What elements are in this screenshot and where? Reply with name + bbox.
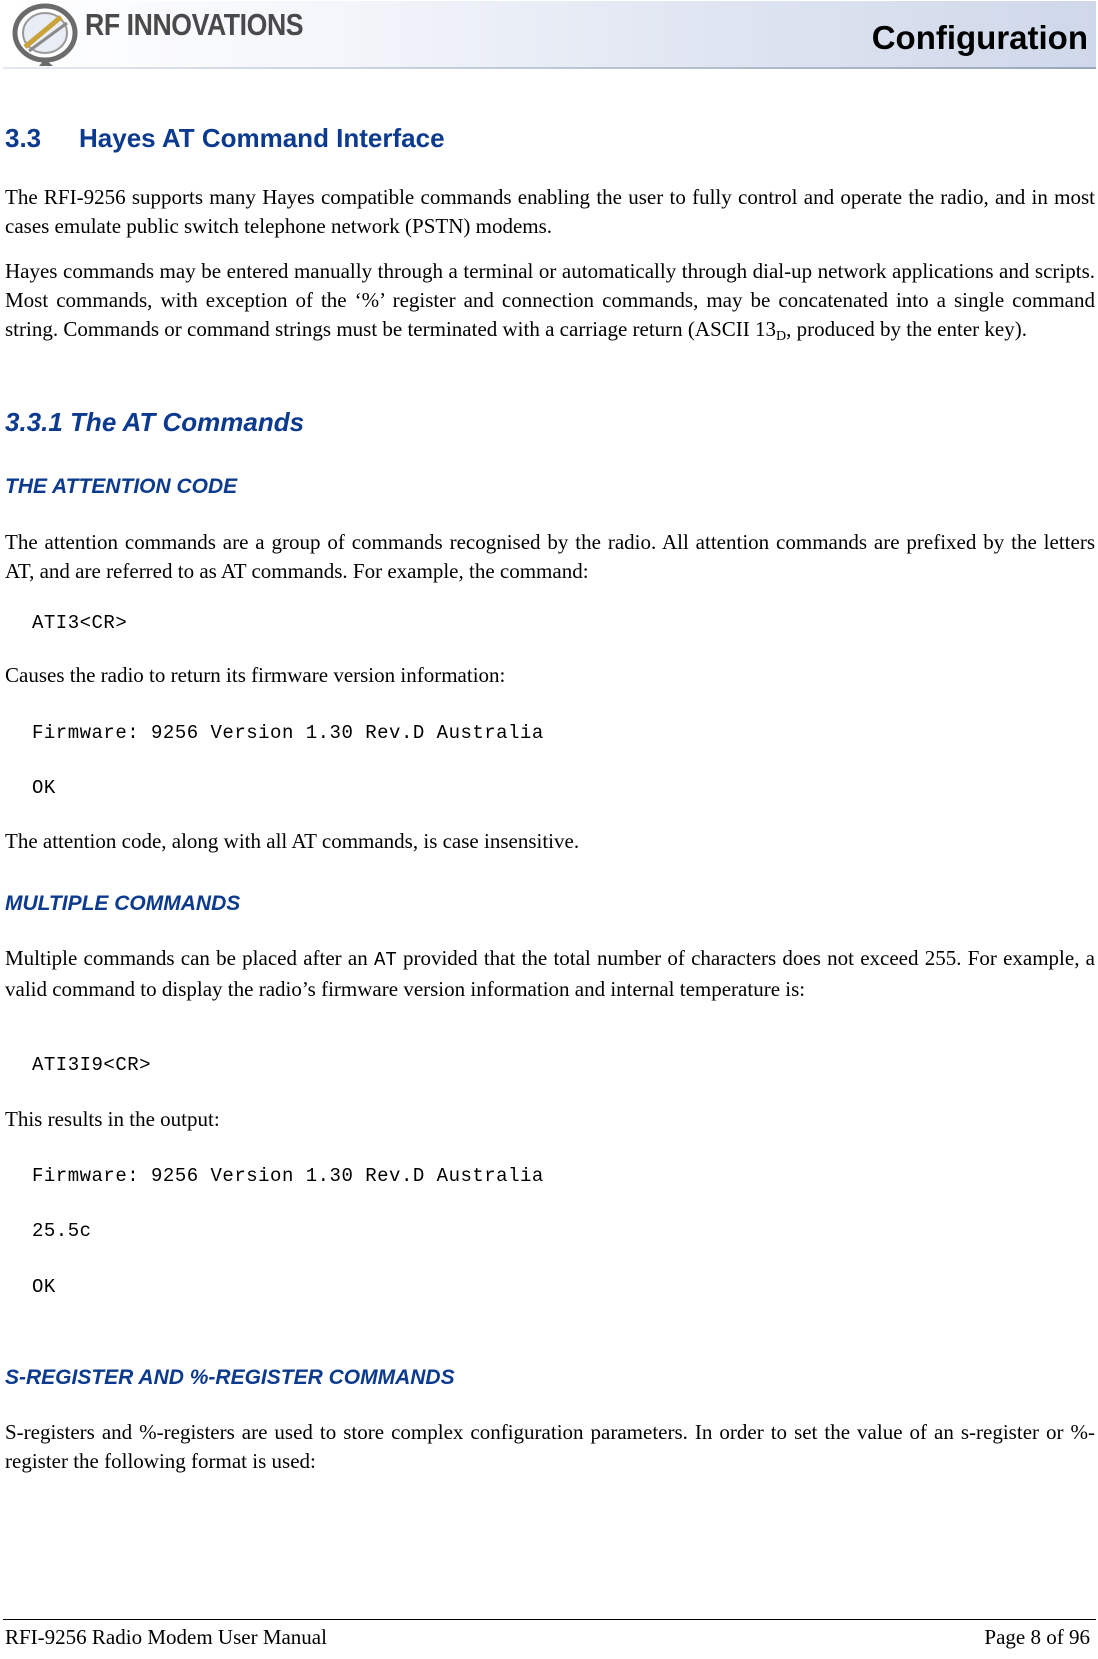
intro-paragraph: The RFI-9256 supports many Hayes compatible commands enabling the user to fully control and operate the radio, and in most cases emulate public switch telephone network (PSTN) modems. xyxy=(5,185,1095,238)
multiple-paragraph-tail: provided that the total number of characters does not exceed 255. For example, a valid command to display the radio’s firmware version information and internal temperature is: xyxy=(5,946,1095,1001)
attention-paragraph-3: The attention code, along with all AT commands, is case insensitive. xyxy=(5,829,580,853)
hayes-paragraph-tail: , produced by the enter key). xyxy=(786,317,1027,341)
section-heading xyxy=(5,123,445,154)
rf-innovations-logo xyxy=(9,3,349,67)
hayes-paragraph-sub: D xyxy=(776,329,787,344)
code-line: Firmware: 9256 Version 1.30 Rev.D Australia xyxy=(32,722,544,744)
code-line: ATI3<CR> xyxy=(32,612,128,634)
section-title: Hayes AT Command Interface xyxy=(79,123,445,153)
code-line: Firmware: 9256 Version 1.30 Rev.D Australia xyxy=(32,1165,544,1187)
footer-manual-title: RFI-9256 Radio Modem User Manual xyxy=(5,1625,327,1649)
page-header xyxy=(3,1,1096,69)
multiple-paragraph-text: Multiple commands can be placed after an xyxy=(5,946,374,970)
multiple-paragraph xyxy=(5,944,1095,1004)
hayes-paragraph xyxy=(5,257,1095,344)
multiple-heading: MULTIPLE COMMANDS xyxy=(5,892,241,915)
code-line: OK xyxy=(32,777,56,799)
attention-heading: THE ATTENTION CODE xyxy=(5,475,238,498)
footer-divider xyxy=(3,1619,1096,1620)
code-line: 25.5c xyxy=(32,1220,92,1242)
sregister-paragraph: S-registers and %-registers are used to store complex configuration parameters. In order to set the value of an s-register or %-register the following format is used: xyxy=(5,1420,1095,1473)
header-section-title: Configuration xyxy=(871,19,1088,56)
inline-code: AT xyxy=(373,949,397,971)
sregister-heading: S-REGISTER AND %-REGISTER COMMANDS xyxy=(5,1366,455,1389)
code-line: OK xyxy=(32,1276,56,1298)
hayes-paragraph-text: Hayes commands may be entered manually through a terminal or automatically through dial-up network applications and scripts. Most commands, with exception of the ‘%’ register and connection commands, may be concatenated into a single command string. Commands or command strings must be terminated with a carriage return (ASCII 13 xyxy=(5,259,1095,341)
subsection-title: 3.3.1 The AT Commands xyxy=(5,407,305,437)
code-line: ATI3I9<CR> xyxy=(32,1054,152,1076)
attention-paragraph: The attention commands are a group of commands recognised by the radio. All attention commands are prefixed by the letters AT, and are referred to as AT commands. For example, the command: xyxy=(5,530,1095,583)
section-number: 3.3 xyxy=(5,123,42,153)
attention-paragraph-2: Causes the radio to return its firmware version information: xyxy=(5,663,506,687)
logo-text: RF INNOVATIONS xyxy=(85,7,304,42)
dish-icon xyxy=(9,3,89,67)
multiple-paragraph-2: This results in the output: xyxy=(5,1107,220,1131)
footer-page-number: Page 8 of 96 xyxy=(984,1625,1090,1649)
